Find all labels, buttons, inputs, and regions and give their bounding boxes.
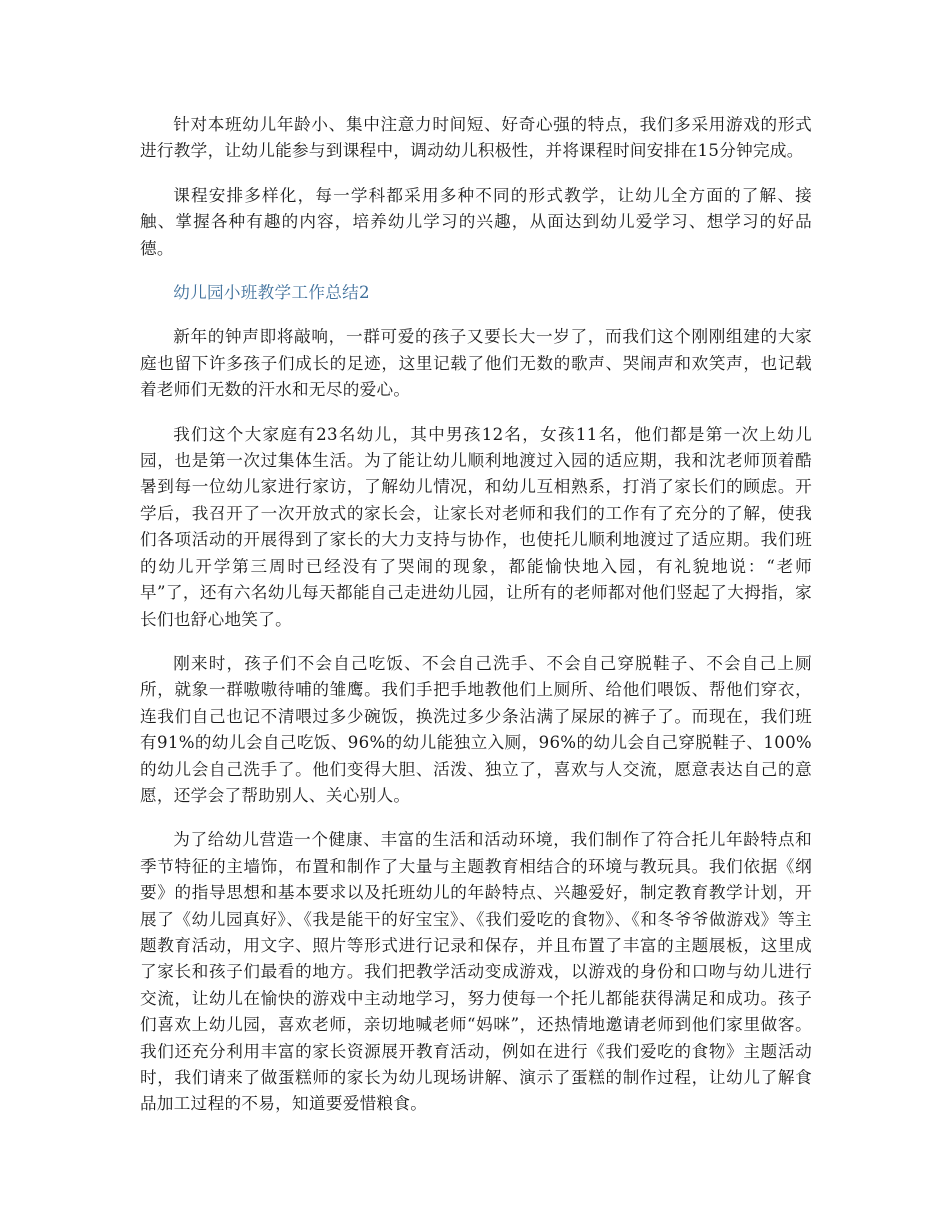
section-heading: 幼儿园小班教学工作总结2 xyxy=(173,283,370,303)
paragraph-5: 刚来时，孩子们不会自己吃饭、不会自己洗手、不会自己穿脱鞋子、不会自己上厕所，就象一群嗷嗷待哺的雏鹰。我们手把手地教他们上厕所、给他们喂饭、帮他们穿衣，连我们自己也记不清喂过多少碗饭，换洗过多少条沾满了屎尿的裤子了。而现在，我们班有91%的幼儿会自己吃饭、96%的幼儿能独立入厕，96%的幼儿会自己穿脱鞋子、100%的幼儿会自己洗手了。他们变得大胆、活泼、独立了，喜欢与人交流，愿意表达自己的意愿，还学会了帮助别人、关心别人。 xyxy=(140,653,812,805)
paragraph-2: 课程安排多样化，每一学科都采用多种不同的形式教学，让幼儿全方面的了解、接触、掌握各种有趣的内容，培养幼儿学习的兴趣，从面达到幼儿爱学习、想学习的好品德。 xyxy=(140,185,812,258)
paragraph-6: 为了给幼儿营造一个健康、丰富的生活和活动环境，我们制作了符合托儿年龄特点和季节特征的主墙饰，布置和制作了大量与主题教育相结合的环境与教玩具。我们依据《纲要》的指导思想和基本要求以及托班幼儿的年龄特点、兴趣爱好，制定教育教学计划，开展了《幼儿园真好》、《我是能干的好宝宝》、《我们爱吃的食物》、《和冬爷爷做游戏》等主题教育活动，用文字、照片等形式进行记录和保存，并且布置了丰富的主题展板，这里成了家长和孩子们最看的地方。我们把教学活动变成游戏，以游戏的身份和口吻与幼儿进行交流，让幼儿在愉快的游戏中主动地学习，努力使每一个托儿都能获得满足和成功。孩子们喜欢上幼儿园，喜欢老师，亲切地喊老师“妈咪”，还热情地邀请老师到他们家里做客。我们还充分利用丰富的家长资源展开教育活动，例如在进行《我们爱吃的食物》主题活动时，我们请来了做蛋糕师的家长为幼儿现场讲解、演示了蛋糕的制作过程，让幼儿了解食品加工过程的不易，知道要爱惜粮食。 xyxy=(140,830,812,1114)
paragraph-1: 针对本班幼儿年龄小、集中注意力时间短、好奇心强的特点，我们多采用游戏的形式进行教学，让幼儿能参与到课程中，调动幼儿积极性，并将课程时间安排在15分钟完成。 xyxy=(140,115,812,161)
document-body xyxy=(140,112,812,1136)
paragraph-3: 新年的钟声即将敲响，一群可爱的孩子又要长大一岁了，而我们这个刚刚组建的大家庭也留下许多孩子们成长的足迹，这里记载了他们无数的歌声、哭闹声和欢笑声，也记载着老师们无数的汗水和无尽的爱心。 xyxy=(140,327,812,400)
paragraph-4: 我们这个大家庭有23名幼儿，其中男孩12名，女孩11名，他们都是第一次上幼儿园，也是第一次过集体生活。为了能让幼儿顺利地渡过入园的适应期，我和沈老师顶着酷暑到每一位幼儿家进行家访，了解幼儿情况，和幼儿互相熟系，打消了家长们的顾虑。开学后，我召开了一次开放式的家长会，让家长对老师和我们的工作有了充分的了解，使我们各项活动的开展得到了家长的大力支持与协作，也使托儿顺利地渡过了适应期。我们班的幼儿开学第三周时已经没有了哭闹的现象，都能愉快地入园，有礼貌地说：“老师早”了，还有六名幼儿每天都能自己走进幼儿园，让所有的老师都对他们竖起了大拇指，家长们也舒心地笑了。 xyxy=(140,424,812,629)
